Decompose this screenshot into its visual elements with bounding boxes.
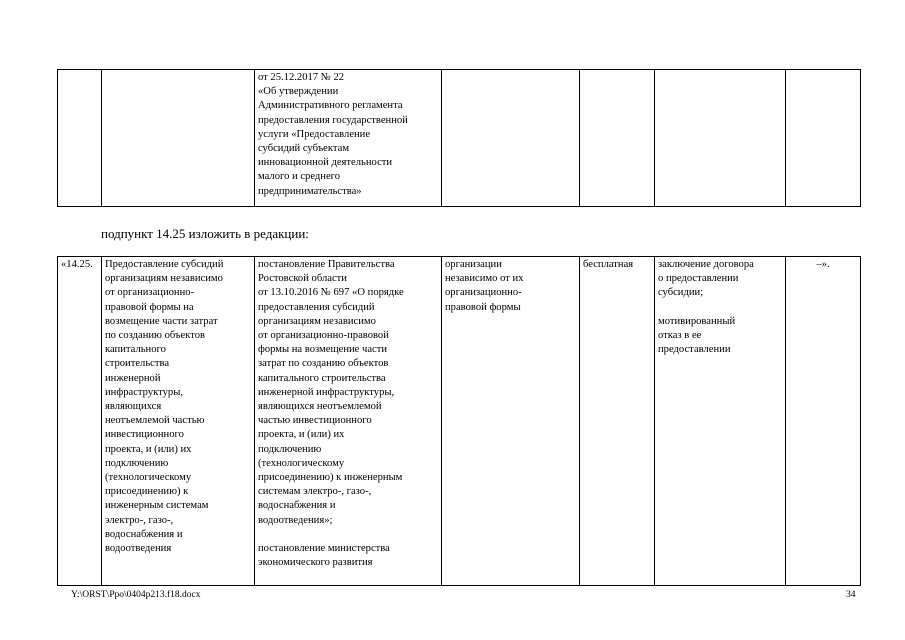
text-line: мотивированный (658, 315, 736, 327)
cell-service-name (102, 257, 255, 586)
text-line: являющихся неотъемлемой (258, 401, 382, 413)
text-line: подключению (105, 457, 169, 469)
text-line: организационно- (445, 287, 522, 299)
text-line: водоснабжения и (105, 528, 183, 540)
text-line: организациям независимо (105, 273, 223, 285)
page-number: 34 (846, 590, 856, 600)
cell-result (655, 257, 786, 586)
continuation-table (57, 69, 861, 207)
text-line: предоставления государственной (258, 114, 408, 126)
text-line: капитального строительства (258, 372, 386, 384)
text-line: электро-, газо-, (105, 514, 174, 526)
text-line: малого и среднего (258, 171, 341, 183)
text-line: субсидии; (658, 287, 704, 299)
text-line: инновационной деятельности (258, 157, 393, 169)
text-line: Предоставление субсидий (105, 259, 224, 270)
text-line: системам электро-, газо-, (258, 486, 372, 498)
text-line: по созданию объектов (105, 330, 205, 342)
text-line: неотъемлемой частью (105, 415, 205, 427)
text-line: постановление Правительства (258, 259, 395, 270)
text-line: частью инвестиционного (258, 415, 372, 427)
text-line: присоединению) к (105, 486, 189, 498)
service-table (57, 256, 861, 586)
text-line: капитального (105, 344, 166, 356)
text-line: от 13.10.2016 № 697 «О порядке (258, 287, 404, 299)
text-line: инвестиционного (105, 429, 184, 441)
text-line: являющихся (105, 401, 162, 413)
cell-service-name (102, 70, 255, 207)
text-line: проекта, и (или) их (105, 443, 192, 455)
text-line: присоединению) к инженерным (258, 472, 403, 484)
table-row (58, 70, 861, 207)
cell-cost (580, 70, 655, 207)
text-line: организациям независимо (258, 315, 376, 327)
text-line: отказ в ее (658, 330, 702, 341)
text-line: услуги «Предоставление (258, 128, 371, 140)
text-line: предоставления субсидий (258, 301, 375, 313)
cell-number (58, 70, 102, 207)
text-line: независимо от их (445, 273, 524, 285)
cell-recipients (442, 257, 580, 586)
cell-number: «14.25. (58, 257, 102, 586)
text-line: водоснабжения и (258, 500, 336, 512)
amendment-instruction: подпункт 14.25 изложить в редакции: (101, 226, 309, 241)
blank-line (258, 528, 438, 542)
text-line: подключению (258, 443, 322, 455)
cell-note (786, 70, 861, 207)
text-line: о предоставлении (658, 273, 739, 285)
text-line: затрат по созданию объектов (258, 358, 389, 370)
text-line: водоотведения»; (258, 514, 333, 526)
text-line: Административного регламента (258, 100, 403, 112)
text-line: инженерной (105, 372, 161, 384)
text-line: правовой формы (445, 301, 521, 313)
cell-note: –». (786, 257, 861, 586)
text-line: субсидий субъектам (258, 143, 350, 155)
text-line: водоотведения (105, 543, 172, 555)
table-row (58, 257, 861, 586)
text-line: постановление министерства (258, 543, 390, 555)
footer-file-path: Y:\ORST\Ppo\0404p213.f18.docx (71, 590, 201, 600)
text-line: инженерным системам (105, 500, 209, 512)
text-line: (технологическому (258, 457, 345, 469)
text-line: от организационно- (105, 287, 195, 299)
text-line: организации (445, 259, 502, 270)
text-line: «Об утверждении (258, 86, 339, 98)
text-line: инфраструктуры, (105, 386, 183, 398)
blank-line (658, 301, 782, 315)
text-line: инженерной инфраструктуры, (258, 386, 395, 398)
text-line: предоставлении (658, 344, 731, 356)
cell-legal-basis (255, 257, 442, 586)
text-line: формы на возмещение части (258, 344, 388, 356)
text-line: строительства (105, 358, 170, 370)
text-line: от 25.12.2017 № 22 (258, 72, 345, 83)
text-line: правовой формы на (105, 301, 194, 313)
cell-cost: бесплатная (580, 257, 655, 586)
cell-result (655, 70, 786, 207)
text-line: проекта, и (или) их (258, 429, 345, 441)
text-line: экономического развития (258, 557, 373, 569)
cell-recipients (442, 70, 580, 207)
text-line: Ростовской области (258, 273, 347, 285)
text-line: (технологическому (105, 472, 192, 484)
text-line: заключение договора (658, 259, 754, 270)
text-line: возмещение части затрат (105, 315, 218, 327)
text-line: предпринимательства» (258, 185, 362, 197)
cell-legal-basis (255, 70, 442, 207)
text-line: от организационно-правовой (258, 330, 389, 342)
